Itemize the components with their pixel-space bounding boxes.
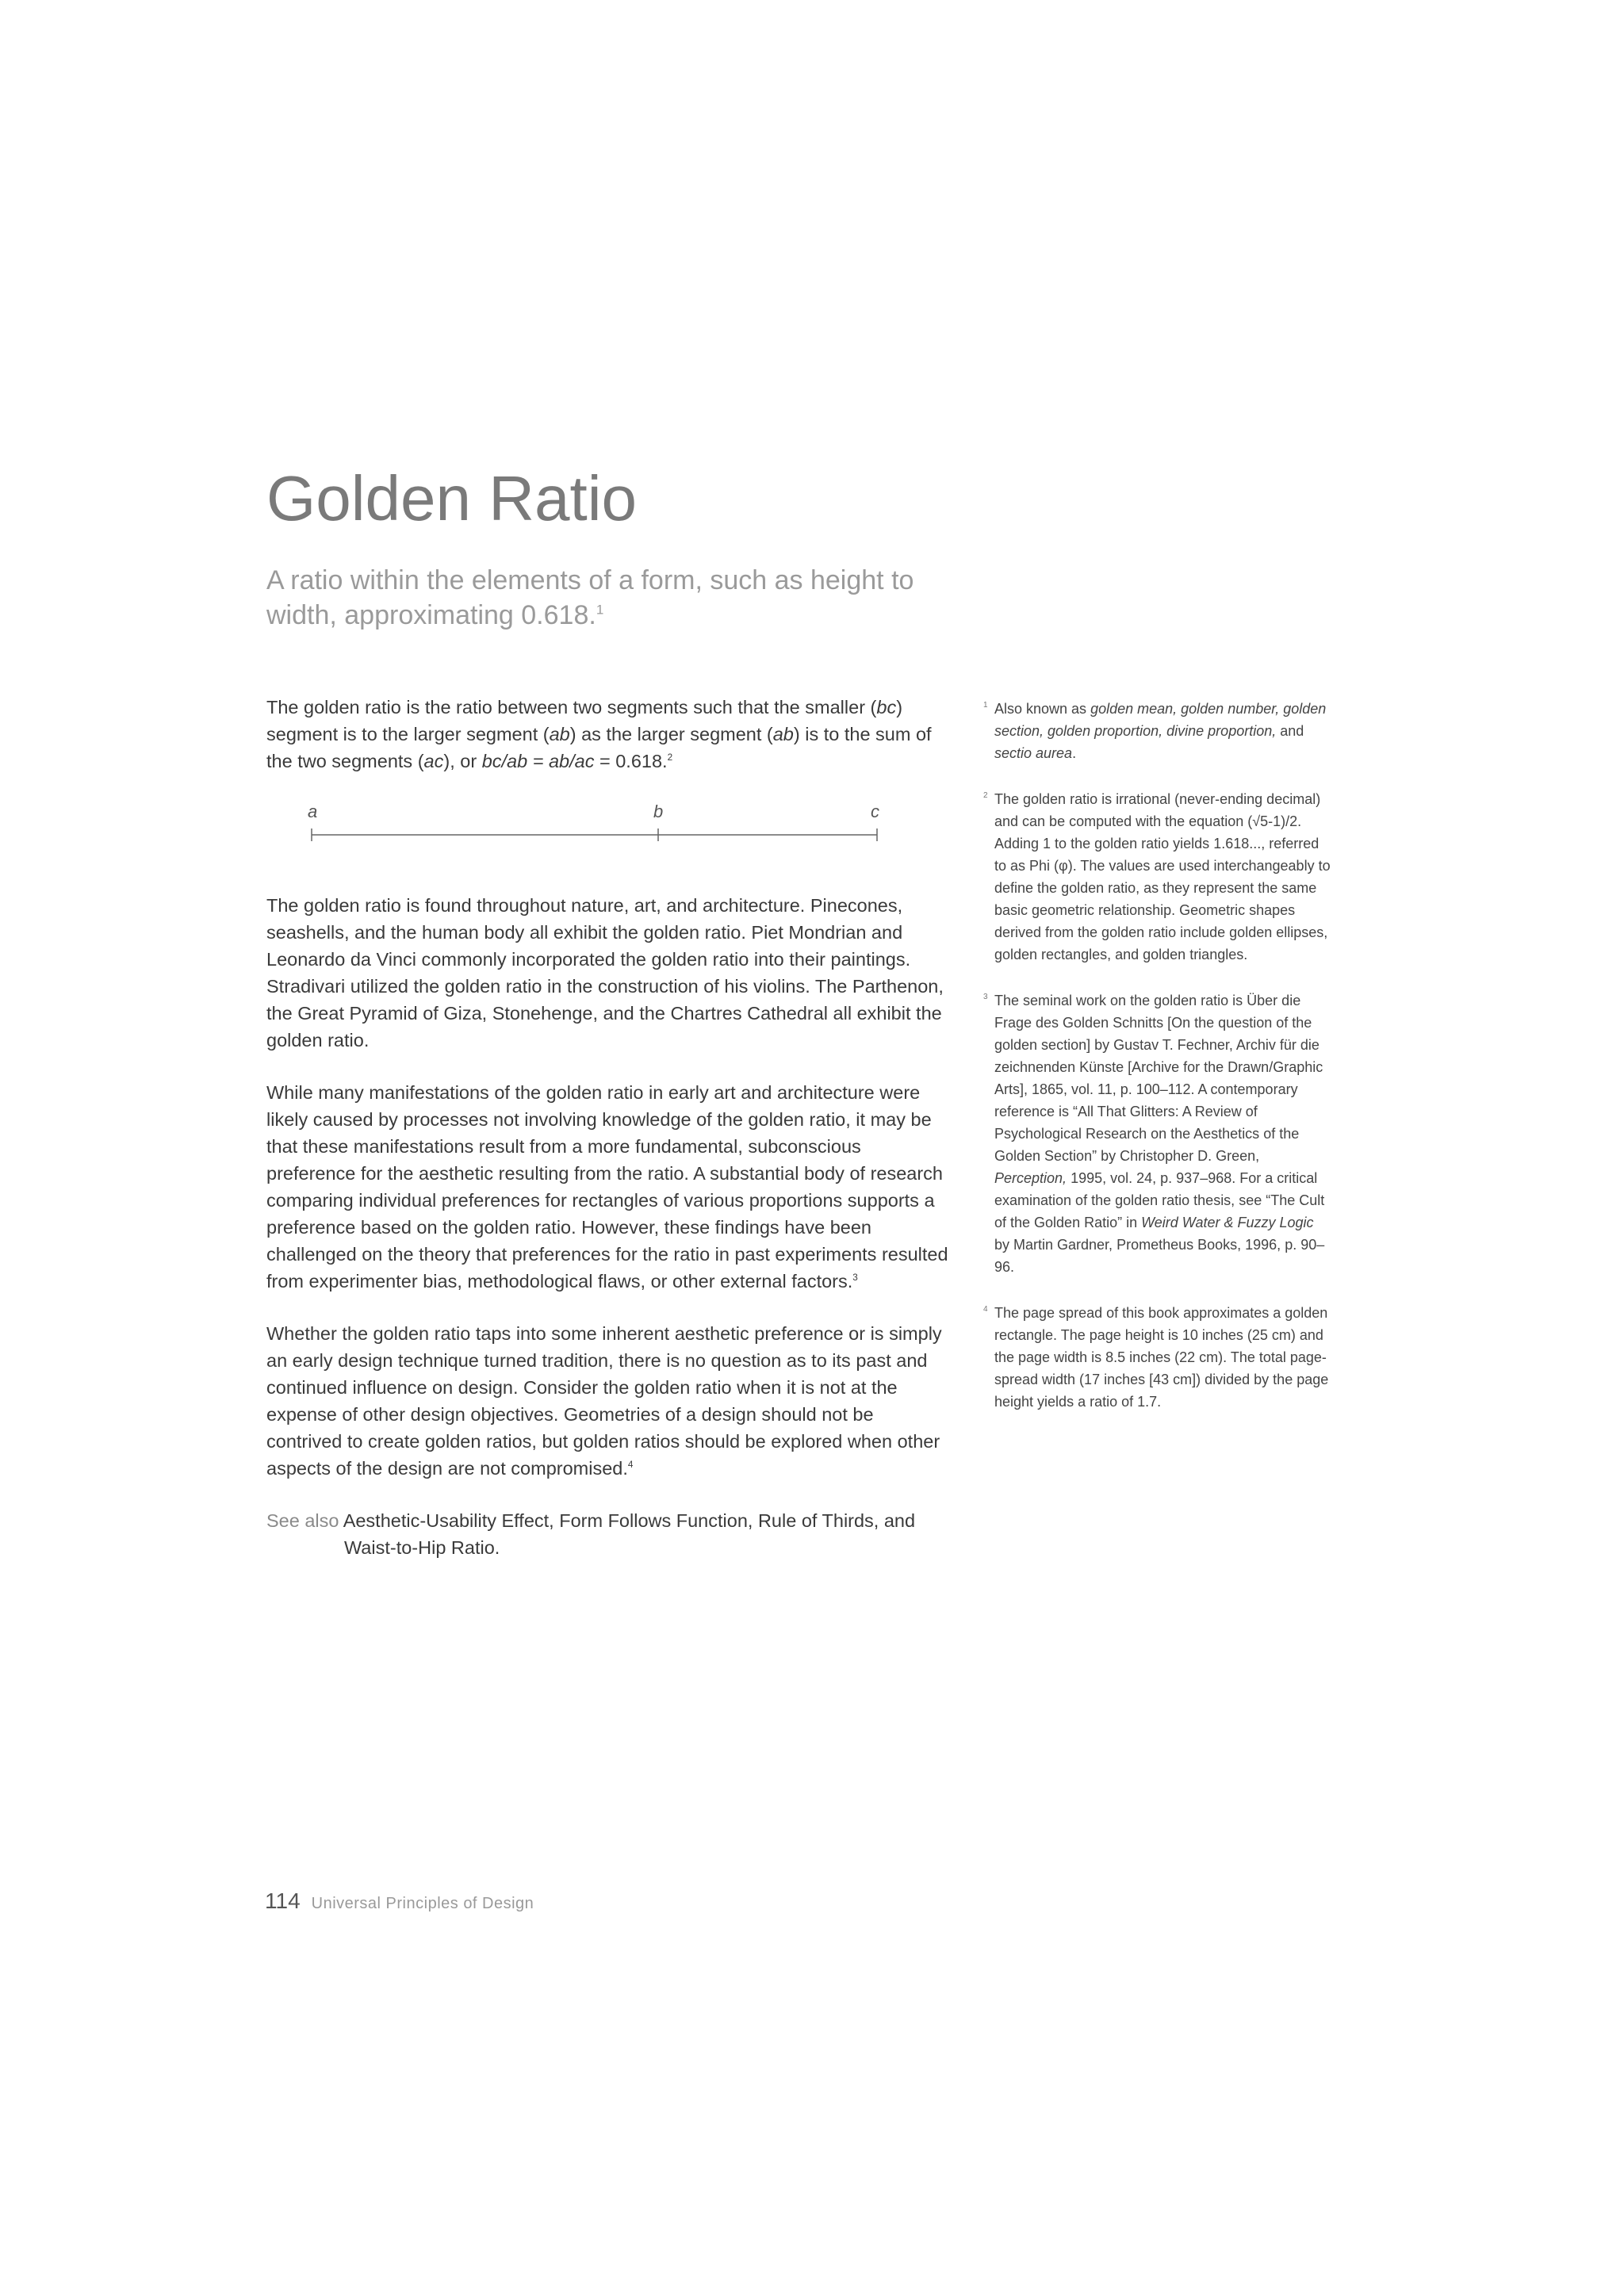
footnote-2 [983,788,1332,966]
paragraph-nature: The golden ratio is found throughout nature, art, and architecture. Pinecones, seashells, and the human body all exhibit the golden ratio. Piet Mondrian and Leonardo da Vinci commonly incorporated the golden ratio into their paintings. Stradivari utilized the golden ratio in the construction of his violins. The Parthenon, the Great Pyramid of Giza, Stonehenge, and the Chartres Cathedral all exhibit the golden ratio. [266,895,944,1050]
p1-term-bc: bc [876,697,897,718]
footnote-2-number: 2 [983,791,988,800]
p4-text: Whether the golden ratio taps into some inherent aesthetic preference or is simply an early design technique turned tradition, there is no question as to its past and continued influence on design. Consider the golden ratio when it is not at the expense of other design objectives. Geometries of a design should not be contrived to create golden ratios, but golden ratios should be explored when other aspects of the design are not compromised. [266,1323,942,1479]
paragraph-preference [266,1079,948,1295]
see-also [266,1507,948,1561]
p1-term-ab: ab [549,724,570,744]
page-number: 114 [265,1888,301,1913]
footnote-ref-1: 1 [596,602,604,618]
main-text-column [266,694,948,1586]
book-title: Universal Principles of Design [311,1895,534,1912]
fn3-journal: Perception, [994,1170,1067,1186]
footnote-4-number: 4 [983,1305,988,1314]
fn4-text: The page spread of this book approximates a golden rectangle. The page height is 10 inches (25 cm) and the page width is 8.5 inches (22 cm). The total page-spread width (17 inches [43 cm]) divided by the page height yields a ratio of 1.7. [994,1305,1329,1410]
footnote-3-number: 3 [983,993,988,1001]
footnote-4 [983,1302,1332,1413]
page-footer [265,1888,534,1914]
p1-text-3: ) as the larger segment ( [569,724,773,744]
paragraph-definition [266,694,948,775]
page-subtitle [266,563,964,633]
p1-text-2: ) segment is to the larger segment ( [266,697,903,744]
p1-text-6: = 0.618. [594,751,668,771]
page-title: Golden Ratio [266,463,637,534]
segment-diagram [266,800,948,855]
p3-text: While many manifestations of the golden ratio in early art and architecture were likely caused by processes not involving knowledge of the golden ratio, it may be that these manifestations result from a more fundamental, subconscious preference for the aesthetic resulting from the ratio. A substantial body of research comparing individual preferences for rectangles of various proportions supports a preference based on the golden ratio. However, these findings have been challenged on the theory that preferences for the ratio in past experiments resulted from experimenter bias, methodological flaws, or other external factors. [266,1082,948,1292]
footnote-1-number: 1 [983,701,988,710]
fn1-term-latin: sectio aurea [994,745,1073,761]
footnote-ref-2: 2 [667,752,673,763]
p1-text-1: The golden ratio is the ratio between two segments such that the smaller ( [266,697,877,718]
fn1-text-3: . [1072,745,1077,761]
footnotes-column [983,698,1332,1437]
footnote-ref-4: 4 [627,1460,634,1471]
fn3-text-1: The seminal work on the golden ratio is Über die Frage des Golden Schnitts [On the question of the golden section] by Gustav T. Fechner, Archiv für die zeichnenden Künste [Archive for the Drawn/Graphic Arts], 1865, vol. 11, p. 100–112. A contemporary reference is “All That Glitters: A Review of Psychological Research on the Aesthetics of the Golden Section” by Christopher D. Green, [994,993,1323,1164]
subtitle-text: A ratio within the elements of a form, such as height to width, approximating 0.618. [266,565,914,630]
segment-diagram-svg [266,800,948,855]
see-also-label: See also [266,1510,339,1531]
p1-term-ac: ac [423,751,444,771]
fn1-text-2: and [1276,723,1304,739]
fn2-text: The golden ratio is irrational (never-ending decimal) and can be computed with the equation (√5-1)/2. Adding 1 to the golden ratio yields 1.618..., referred to as Phi (φ). The values are used interchangeably to define the golden ratio, as they represent the same basic geometric relationship. Geometric shapes derived from the golden ratio include golden ellipses, golden rectangles, and golden triangles. [994,791,1331,962]
label-a: a [308,802,318,821]
fn1-text-1: Also known as [994,701,1091,717]
label-c: c [871,802,879,821]
footnote-1 [983,698,1332,764]
p1-text-4: ) is to the sum of the two segments ( [266,724,932,771]
p1-equation: bc/ab = ab/ac [481,751,595,771]
p1-term-ab-2: ab [772,724,794,744]
p1-text-5: ), or [443,751,482,771]
footnote-ref-3: 3 [852,1272,858,1284]
see-also-links: Aesthetic-Usability Effect, Form Follows Function, Rule of Thirds, and Waist-to-Hip Ratio. [343,1510,916,1558]
paragraph-influence [266,1320,948,1482]
fn1-terms: golden mean, golden number, golden section, golden proportion, divine proportion, [994,701,1327,739]
fn3-text-2: 1995, vol. 24, p. 937–968. For a critical examination of the golden ratio thesis, see “The Cult of the Golden Ratio” in [994,1170,1325,1230]
label-b: b [653,802,664,821]
fn3-text-3: by Martin Gardner, Prometheus Books, 1996, p. 90–96. [994,1237,1325,1275]
fn3-book: Weird Water & Fuzzy Logic [1141,1215,1314,1230]
footnote-3 [983,989,1332,1278]
